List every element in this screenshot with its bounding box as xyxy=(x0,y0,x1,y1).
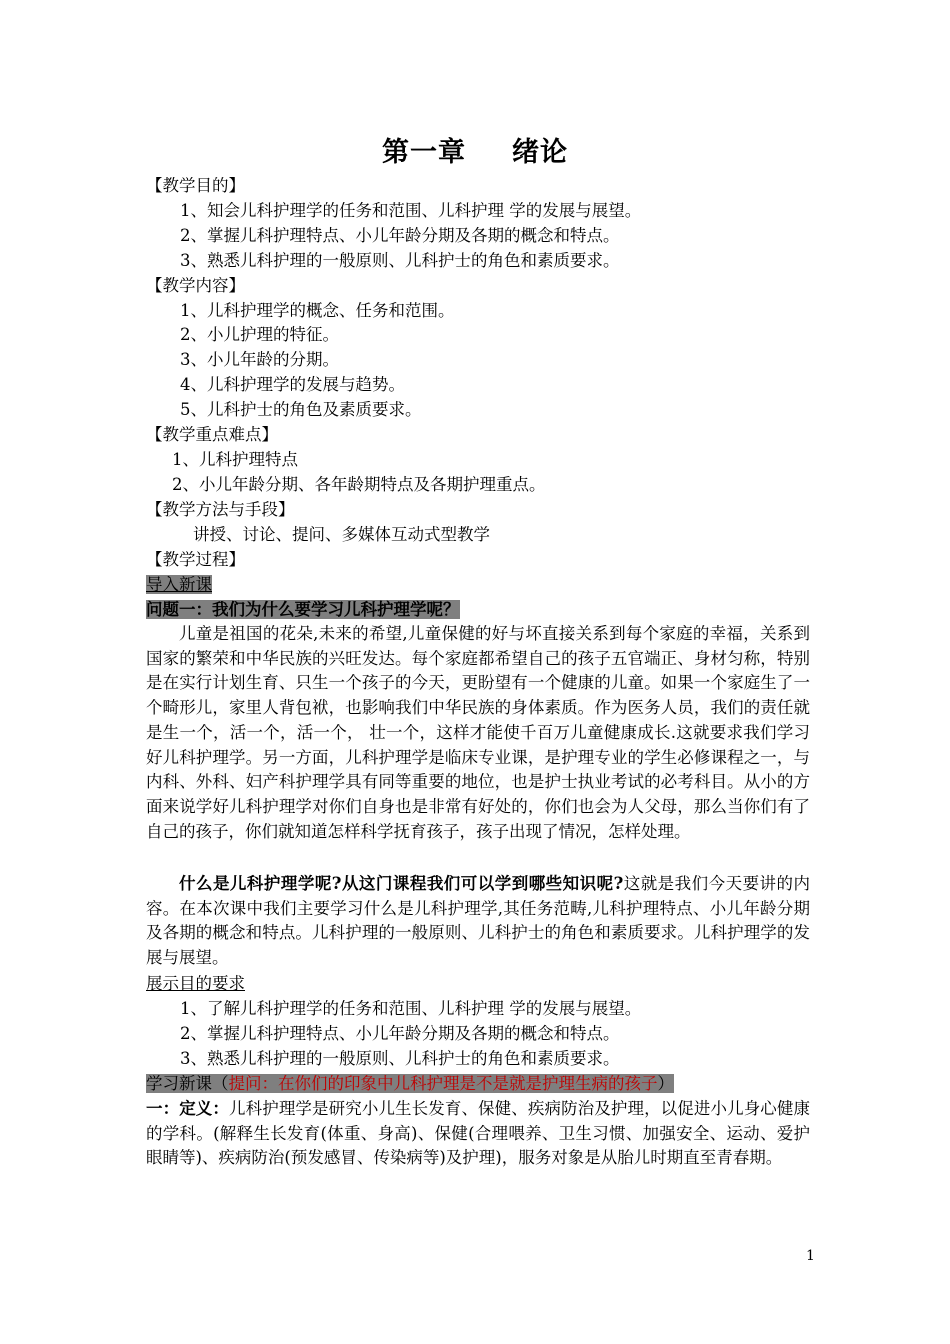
new-lesson-label: 学习新课（ xyxy=(146,1074,229,1093)
methods-heading: 【教学方法与手段】 xyxy=(146,500,295,519)
goals-heading: 【教学目的】 xyxy=(146,176,245,195)
new-lesson-line xyxy=(146,1072,674,1097)
question-one-text: 问题一：我们为什么要学习儿科护理学呢？ xyxy=(146,600,460,619)
content-item: 1、儿科护理学的概念、任务和范围。 xyxy=(180,301,455,320)
show-goal-item: 3、熟悉儿科护理的一般原则、儿科护士的角色和素质要求。 xyxy=(180,1049,620,1068)
new-lesson-question: 提问：在你们的印象中儿科护理是不是就是护理生病的孩子 xyxy=(228,1074,658,1093)
new-lesson-highlight xyxy=(146,1074,674,1093)
methods-text: 讲授、讨论、提问、多媒体互动式型教学 xyxy=(193,525,490,544)
content-item: 5、儿科护士的角色及素质要求。 xyxy=(180,400,422,419)
show-goal-item: 1、了解儿科护理学的任务和范围、儿科护理 学的发展与展望。 xyxy=(180,999,642,1018)
key-points-heading: 【教学重点难点】 xyxy=(146,425,278,444)
topic-question: 什么是儿科护理学呢?从这门课程我们可以学到哪些知识呢? xyxy=(179,874,624,893)
show-goals-label: 展示目的要求 xyxy=(146,974,245,993)
intro-label-text: 导入新课 xyxy=(146,575,212,594)
new-lesson-close: ） xyxy=(657,1074,674,1093)
topic-text: 这就是我们今天要讲的内容。在本次课中我们主要学习什么是儿科护理学,其任务范畴,儿科护理特点、小儿年龄分期及各期的概念和特点。儿科护理的一般原则、儿科护士的角色和素质要求。儿科护理学的发展与展望。 xyxy=(146,874,810,968)
key-point-item: 2、小儿年龄分期、各年龄期特点及各期护理重点。 xyxy=(172,475,546,494)
chapter-number: 第一章 xyxy=(382,137,466,168)
show-goal-item: 2、掌握儿科护理特点、小儿年龄分期及各期的概念和特点。 xyxy=(180,1024,620,1043)
goal-item: 1、知会儿科护理学的任务和范围、儿科护理 学的发展与展望。 xyxy=(180,201,642,220)
process-heading: 【教学过程】 xyxy=(146,550,245,569)
content-item: 3、小儿年龄的分期。 xyxy=(180,350,339,369)
definition-text: 儿科护理学是研究小儿生长发育、保健、疾病防治及护理，以促进小儿身心健康的学科。(解释生长发育(体重、身高)、保健(合理喂养、卫生习惯、加强安全、运动、爱护眼睛等)、疾病防治(预发感冒、传染病等)及护理)，服务对象是从胎儿时期直至青春期。 xyxy=(146,1099,811,1168)
content-heading: 【教学内容】 xyxy=(146,276,245,295)
content-item: 2、小儿护理的特征。 xyxy=(180,325,339,344)
definition-label: 一：定义： xyxy=(146,1099,230,1118)
intro-paragraph: 儿童是祖国的花朵,未来的希望,儿童保健的好与坏直接关系到每个家庭的幸福，关系到国家的繁荣和中华民族的兴旺发达。每个家庭都希望自己的孩子五官端正、身材匀称，特别是在实行计划生育、只生一个孩子的今天，更盼望有一个健康的儿童。如果一个家庭生了一个畸形儿，家里人背包袱，也影响我们中华民族的身体素质。作为医务人员，我们的责任就是生一个，活一个，活一个， 壮一个，这样才能使千百万儿童健康成长.这就要求我们学习好儿科护理学。另一方面，儿科护理学是临床专业课，是护理专业的学生必修课程之一，与内科、外科、妇产科护理学具有同等重要的地位，也是护士执业考试的必考科目。从小的方面来说学好儿科护理学对你们自身也是非常有好处的，你们也会为人父母，那么当你们有了自己的孩子，你们就知道怎样科学抚育孩子，孩子出现了情况，怎样处理。 xyxy=(146,624,810,841)
goal-item: 3、熟悉儿科护理的一般原则、儿科护士的角色和素质要求。 xyxy=(180,251,620,270)
chapter-name: 绪论 xyxy=(512,137,568,168)
chapter-title xyxy=(0,130,950,169)
goal-item: 2、掌握儿科护理特点、小儿年龄分期及各期的概念和特点。 xyxy=(180,226,620,245)
content-item: 4、儿科护理学的发展与趋势。 xyxy=(180,375,405,394)
topic-paragraph xyxy=(146,872,810,971)
key-point-item: 1、儿科护理特点 xyxy=(172,450,298,469)
definition-paragraph xyxy=(146,1097,810,1171)
question-one xyxy=(146,598,460,623)
intro-label xyxy=(146,573,212,598)
page-number: 1 xyxy=(806,1248,815,1264)
